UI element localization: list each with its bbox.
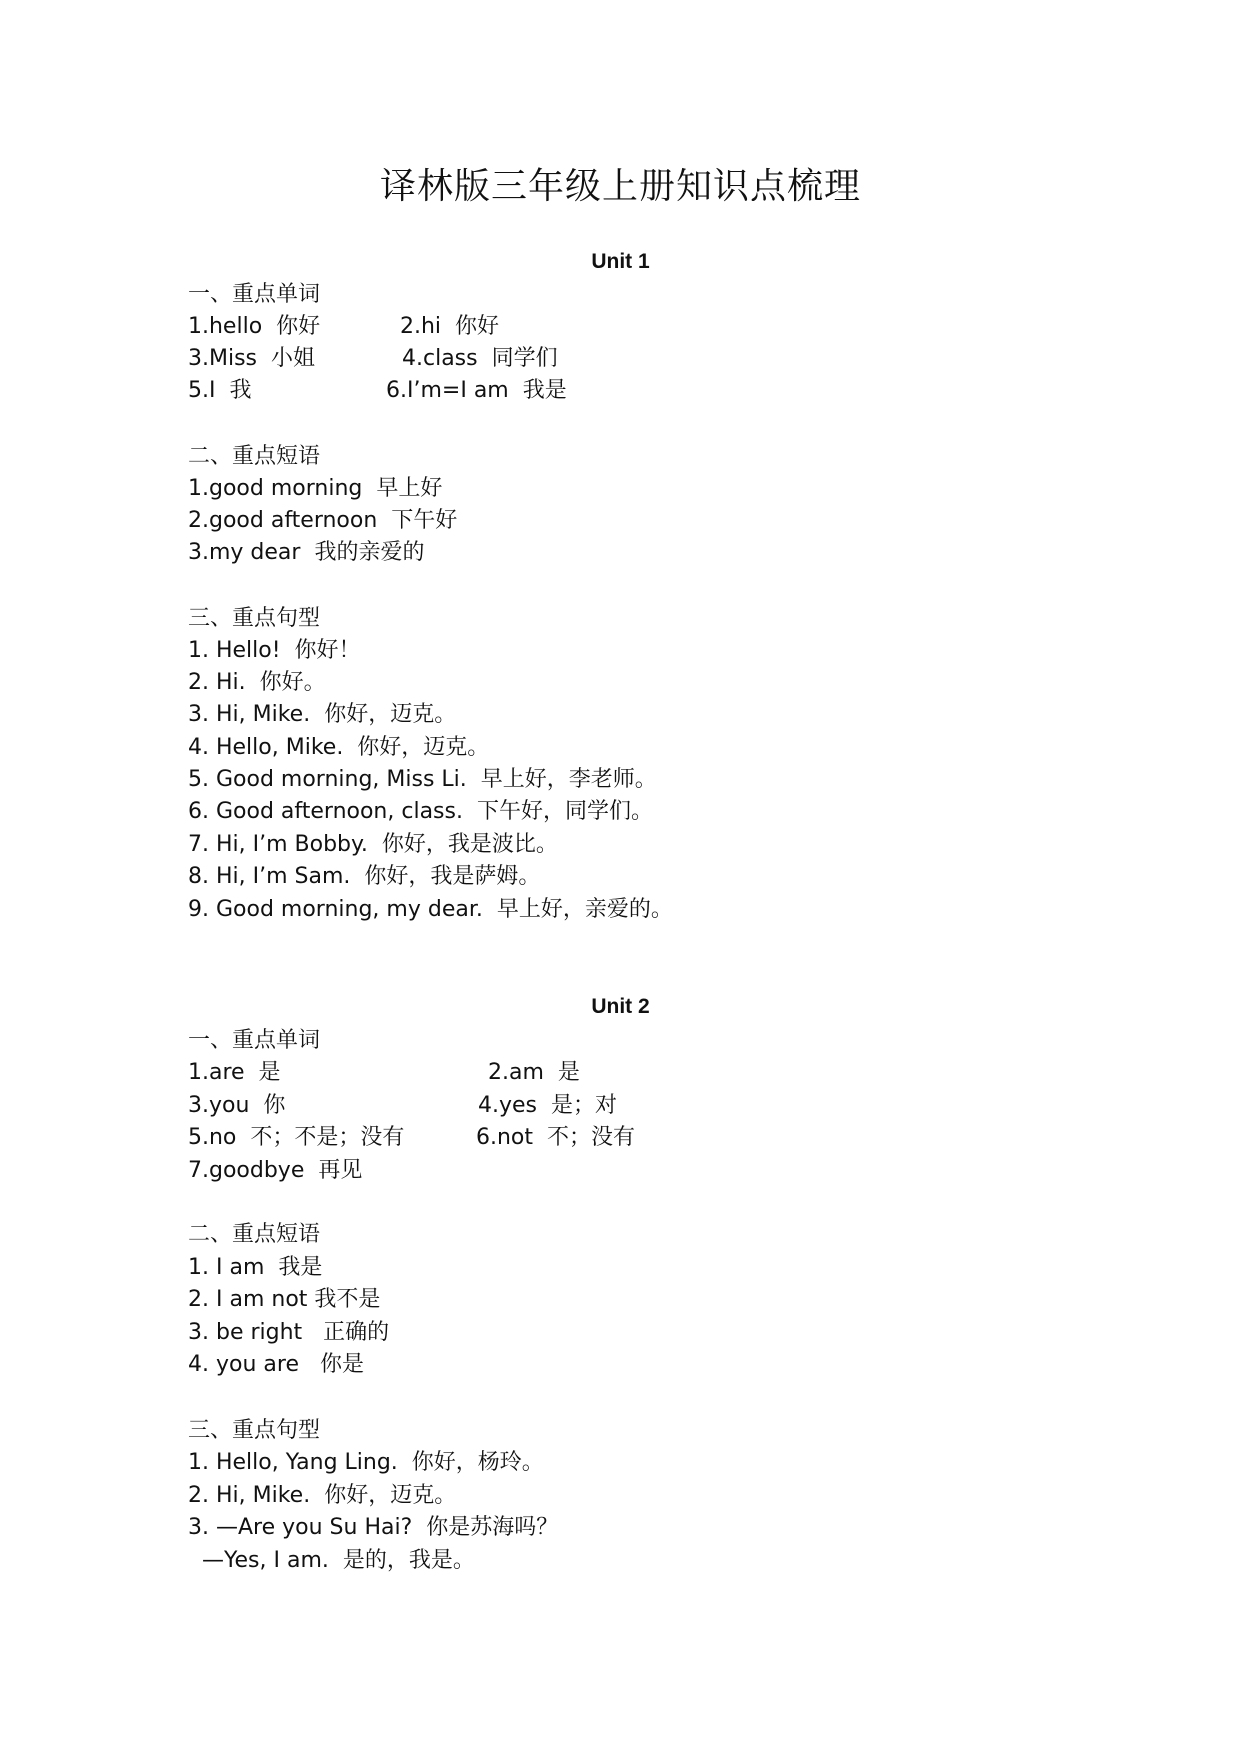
sentence-item: 9. Good morning, my dear. 早上好，亲爱的。 [188,897,673,922]
phrase-item: 3. be right 正确的 [188,1320,390,1345]
phrase-item: 4. you are 你是 [188,1352,364,1377]
unit-2-words-heading: 一、重点单词 [188,1028,321,1053]
unit-1-words-heading: 一、重点单词 [188,282,321,307]
sentence-item: 6. Good afternoon, class. 下午好，同学们。 [188,799,653,824]
phrase-item: 2.good afternoon 下午好 [188,508,458,533]
sentence-item: 7. Hi, I’m Bobby. 你好，我是波比。 [188,832,558,857]
sentence-item: 4. Hello, Mike. 你好，迈克。 [188,735,490,760]
unit-2-heading: Unit 2 [591,995,650,1018]
sentence-item: 1. Hello, Yang Ling. 你好，杨玲。 [188,1450,544,1475]
sentence-item: 2. Hi, Mike. 你好，迈克。 [188,1483,457,1508]
sentence-item: 3. —Are you Su Hai? 你是苏海吗？ [188,1515,559,1540]
unit-1-heading: Unit 1 [591,250,650,273]
sentence-item: 5. Good morning, Miss Li. 早上好，李老师。 [188,767,657,792]
unit-1-sentences-heading: 三、重点句型 [188,606,321,631]
sentence-item: 2. Hi. 你好。 [188,670,326,695]
word-item: 2.hi 你好 [400,314,500,339]
word-item: 1.hello 你好 [188,314,321,339]
sentence-item: 3. Hi, Mike. 你好，迈克。 [188,702,457,727]
word-item: 4.yes 是；对 [478,1093,617,1118]
sentence-item: 1. Hello! 你好！ [188,638,361,663]
word-item: 3.Miss 小姐 [188,346,315,371]
page-title: 译林版三年级上册知识点梳理 [379,166,861,207]
sentence-item: —Yes, I am. 是的，我是。 [188,1548,475,1573]
phrase-item: 2. I am not 我不是 [188,1287,381,1312]
word-item: 3.you 你 [188,1093,286,1118]
word-item: 4.class 同学们 [402,346,558,371]
word-item: 6.not 不；没有 [476,1125,636,1150]
unit-2-phrases-heading: 二、重点短语 [188,1222,321,1247]
phrase-item: 3.my dear 我的亲爱的 [188,540,425,565]
word-item: 6.I’m=I am 我是 [386,378,567,403]
sentence-item: 8. Hi, I’m Sam. 你好，我是萨姆。 [188,864,541,889]
word-item: 5.no 不；不是；没有 [188,1125,405,1150]
phrase-item: 1. I am 我是 [188,1255,323,1280]
word-item: 7.goodbye 再见 [188,1158,363,1183]
phrase-item: 1.good morning 早上好 [188,476,443,501]
unit-2-sentences-heading: 三、重点句型 [188,1418,321,1443]
word-item: 5.I 我 [188,378,252,403]
unit-1-phrases-heading: 二、重点短语 [188,444,321,469]
word-item: 2.am 是 [488,1060,580,1085]
word-item: 1.are 是 [188,1060,281,1085]
